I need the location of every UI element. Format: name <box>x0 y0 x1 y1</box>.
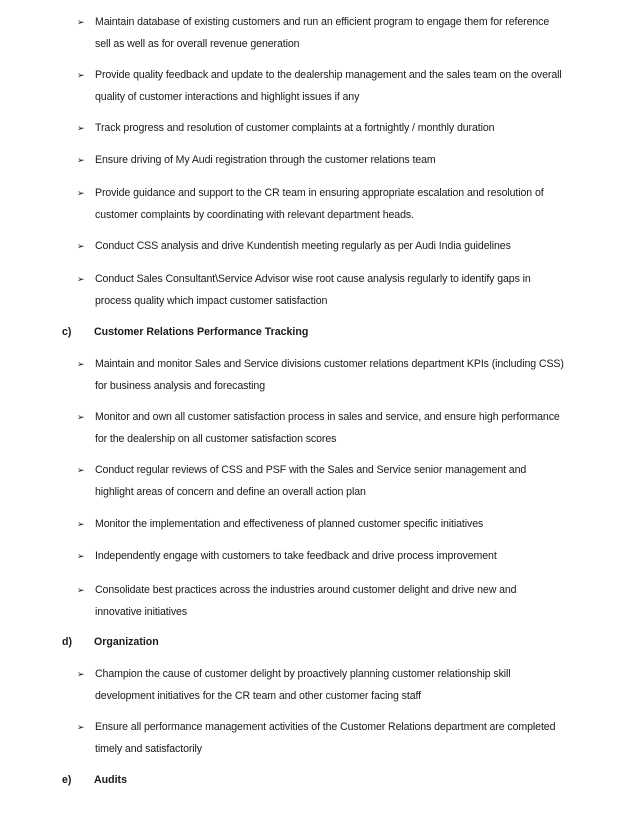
list-item <box>77 716 565 760</box>
arrow-bullet-icon: ➢ <box>77 722 85 732</box>
arrow-bullet-icon: ➢ <box>77 17 85 27</box>
list-item <box>77 149 565 171</box>
bullet-text: Independently engage with customers to take feedback and drive process improvement <box>95 550 497 562</box>
bullet-text: Monitor and own all customer satisfaction process in sales and service, and ensure high performance for the dealership on all customer satisfaction scores <box>95 411 560 445</box>
arrow-bullet-icon: ➢ <box>77 188 85 198</box>
arrow-bullet-icon: ➢ <box>77 155 85 165</box>
list-item <box>77 64 565 108</box>
bullet-text: Conduct CSS analysis and drive Kundentish meeting regularly as per Audi India guidelines <box>95 240 511 252</box>
list-item <box>77 459 565 503</box>
section-heading-e <box>62 772 127 788</box>
bullet-text: Conduct Sales Consultant\Service Advisor wise root cause analysis regularly to identify gaps in process quality which impact customer satisfaction <box>95 273 531 307</box>
arrow-bullet-icon: ➢ <box>77 70 85 80</box>
list-item <box>77 579 565 623</box>
bullet-text: Ensure driving of My Audi registration through the customer relations team <box>95 154 436 166</box>
arrow-bullet-icon: ➢ <box>77 519 85 529</box>
arrow-bullet-icon: ➢ <box>77 274 85 284</box>
section-heading-c <box>62 324 308 340</box>
arrow-bullet-icon: ➢ <box>77 412 85 422</box>
section-title: Audits <box>94 774 127 786</box>
list-item <box>77 268 565 312</box>
section-letter: c) <box>62 326 72 338</box>
arrow-bullet-icon: ➢ <box>77 585 85 595</box>
list-item <box>77 117 565 139</box>
section-letter: e) <box>62 774 72 786</box>
bullet-text: Maintain and monitor Sales and Service divisions customer relations department KPIs (including CSS) for business analysis and forecasting <box>95 358 564 392</box>
list-item <box>77 406 565 450</box>
bullet-text: Maintain database of existing customers and run an efficient program to engage them for reference sell as well as for overall revenue generation <box>95 16 550 50</box>
bullet-text: Consolidate best practices across the industries around customer delight and drive new and innovative initiatives <box>95 584 517 618</box>
bullet-text: Track progress and resolution of customer complaints at a fortnightly / monthly duration <box>95 122 495 134</box>
list-item <box>77 11 565 55</box>
bullet-text: Champion the cause of customer delight by proactively planning customer relationship skill development initiatives for the CR team and other customer facing staff <box>95 668 511 702</box>
list-item <box>77 182 565 226</box>
list-item <box>77 235 565 257</box>
bullet-text: Conduct regular reviews of CSS and PSF with the Sales and Service senior management and highlight areas of concern and define an overall action plan <box>95 464 527 498</box>
bullet-text: Ensure all performance management activities of the Customer Relations department are completed timely and satisfactorily <box>95 721 556 755</box>
list-item <box>77 513 565 535</box>
arrow-bullet-icon: ➢ <box>77 551 85 561</box>
list-item <box>77 545 565 567</box>
arrow-bullet-icon: ➢ <box>77 241 85 251</box>
arrow-bullet-icon: ➢ <box>77 669 85 679</box>
list-item <box>77 353 565 397</box>
list-item <box>77 663 565 707</box>
section-title: Organization <box>94 636 159 648</box>
section-letter: d) <box>62 636 72 648</box>
section-title: Customer Relations Performance Tracking <box>94 326 309 338</box>
arrow-bullet-icon: ➢ <box>77 465 85 475</box>
arrow-bullet-icon: ➢ <box>77 123 85 133</box>
bullet-text: Monitor the implementation and effectiveness of planned customer specific initiatives <box>95 518 484 530</box>
bullet-text: Provide quality feedback and update to the dealership management and the sales team on the overall quality of customer interactions and highlight issues if any <box>95 69 562 103</box>
bullet-text: Provide guidance and support to the CR team in ensuring appropriate escalation and resolution of customer complaints by coordinating with relevant department heads. <box>95 187 544 221</box>
section-heading-d <box>62 634 159 650</box>
arrow-bullet-icon: ➢ <box>77 359 85 369</box>
